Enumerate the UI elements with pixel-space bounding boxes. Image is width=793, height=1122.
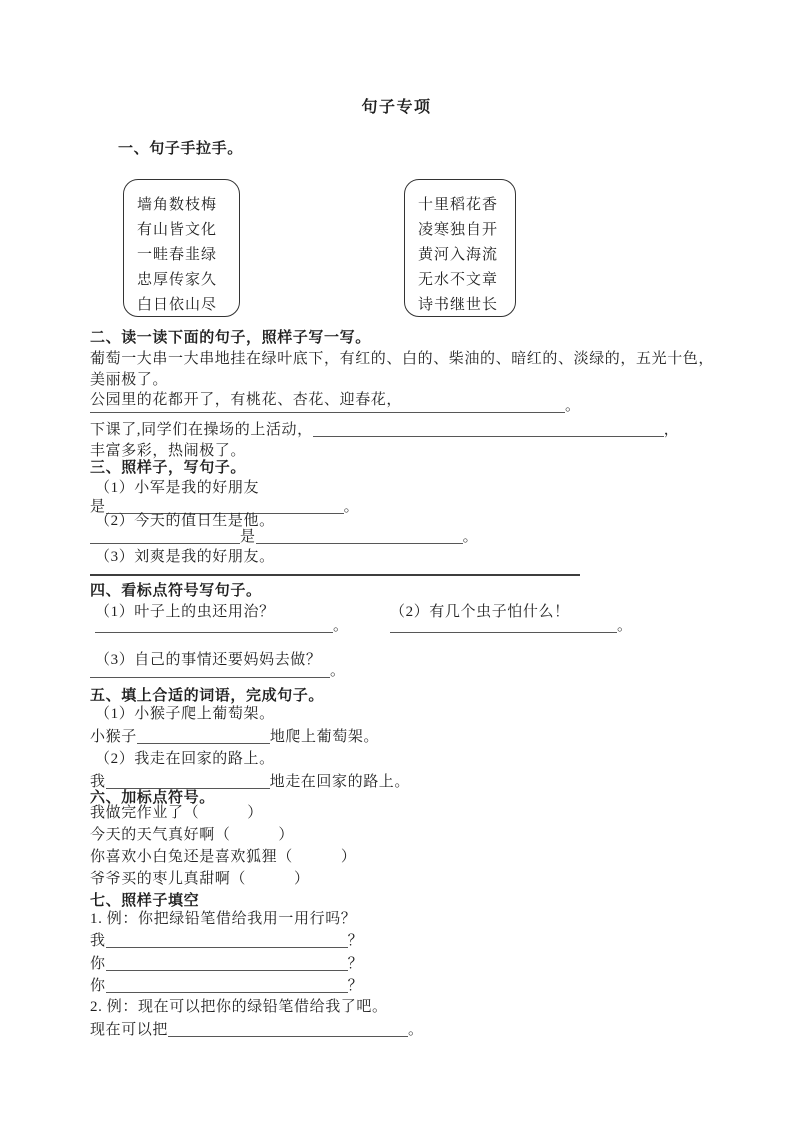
paren-open: （ — [277, 849, 293, 865]
punctuation: ？ — [347, 978, 364, 994]
punctuation: ？ — [347, 933, 364, 949]
answer-prefix: 我 — [90, 774, 106, 790]
sentence-text: 我做完作业了 — [90, 805, 184, 821]
question-sentence: （3）自己的事情还要妈妈去做？ — [95, 652, 322, 668]
answer-blank — [106, 932, 348, 948]
answer-line — [90, 1021, 424, 1039]
answer-blank — [95, 617, 333, 633]
question-sentence: （2）今天的值日生是他。 — [95, 513, 275, 529]
example-sentence: 葡萄一大串一大串地挂在绿叶底下，有红的、白的、柴油的、暗红的、淡绿的，五光十色， — [90, 351, 715, 367]
answer-line — [90, 528, 478, 546]
phrase-box-right — [404, 179, 516, 317]
phrase-box-left — [123, 179, 240, 317]
phrase-line: 忠厚传家久 — [137, 272, 218, 288]
answer-prefix: 你 — [90, 978, 106, 994]
punctuation: 。 — [343, 499, 360, 515]
punctuation: 。 — [565, 398, 581, 414]
answer-prefix: 现在可以把 — [90, 1022, 169, 1038]
punctuation: 。 — [617, 618, 633, 634]
paren-open: （ — [230, 871, 247, 887]
answer-blank — [90, 559, 580, 576]
answer-blank — [106, 955, 348, 971]
example-sentence: 1. 例：你把绿铅笔借给我用一用行吗？ — [90, 911, 357, 927]
question-sentence: （3）刘爽是我的好朋友。 — [95, 549, 275, 565]
answer-blank — [137, 728, 270, 744]
question-sentence: （1）小猴子爬上葡萄架。 — [95, 706, 275, 722]
punctuation: 。 — [330, 663, 346, 679]
section-3-heading: 三、照样子，写句子。 — [90, 460, 247, 476]
answer-blank — [90, 397, 565, 413]
phrase-line: 诗书继世长 — [418, 297, 499, 313]
answer-line — [90, 397, 581, 415]
paren-close: ） — [294, 871, 310, 887]
punctuation: 。 — [333, 618, 349, 634]
phrase-line: 十里稻花香 — [418, 197, 499, 213]
section-6-heading: 六、加标点符号。 — [90, 790, 215, 806]
question-sentence: （2）有几个虫子怕什么！ — [390, 604, 570, 620]
punctuation-exercise-row — [90, 849, 356, 866]
answer-line — [90, 955, 363, 973]
answer-blank — [390, 617, 617, 633]
punctuation: ？ — [347, 956, 364, 972]
sentence-text: 今天的天气真好啊 — [90, 827, 215, 843]
answer-blank — [90, 528, 240, 544]
answer-blank — [256, 528, 463, 544]
paren-close: ） — [247, 805, 263, 821]
sentence-lead: 下课了,同学们在操场的上活动， — [90, 422, 313, 438]
phrase-line: 无水不文章 — [418, 272, 499, 288]
punctuation-exercise-row — [90, 805, 263, 822]
answer-blank — [106, 498, 344, 514]
question-with-blank — [90, 421, 679, 439]
answer-blank — [106, 977, 348, 993]
punctuation-exercise-row — [90, 871, 310, 888]
page-title: 句子专项 — [361, 99, 432, 116]
example-sentence: 美丽极了。 — [90, 372, 169, 388]
answer-blank — [106, 773, 270, 789]
answer-line — [95, 617, 349, 635]
question-sentence: 公园里的花都开了，有桃花、杏花、迎春花， — [90, 392, 403, 408]
section-4-heading: 四、看标点符号写句子。 — [90, 583, 262, 599]
section-2-heading: 二、读一读下面的句子，照样子写一写。 — [90, 330, 371, 346]
sentence-tail: 丰富多彩，热闹极了。 — [90, 443, 247, 459]
punctuation: ， — [663, 422, 680, 438]
section-5-heading: 五、填上合适的词语，完成句子。 — [90, 688, 325, 704]
phrase-line: 有山皆文化 — [137, 222, 218, 238]
answer-line — [90, 662, 346, 680]
punctuation: 。 — [408, 1022, 424, 1038]
answer-line — [390, 617, 633, 635]
sentence-text: 爷爷买的枣儿真甜啊 — [90, 871, 231, 887]
answer-line — [90, 773, 410, 791]
answer-line — [90, 977, 363, 995]
paren-close: ） — [340, 849, 357, 865]
example-sentence: 2. 例：现在可以把你的绿铅笔借给我了吧。 — [90, 999, 388, 1015]
sentence-text: 你喜欢小白兔还是喜欢狐狸 — [90, 849, 278, 865]
question-sentence: （1）叶子上的虫还用治？ — [95, 604, 275, 620]
answer-line — [90, 728, 379, 746]
answer-prefix: 你 — [90, 956, 106, 972]
section-7-heading: 七、照样子填空 — [90, 893, 200, 909]
phrase-line: 墙角数枝梅 — [137, 197, 218, 213]
question-sentence: （2）我走在回家的路上。 — [95, 751, 275, 767]
answer-blank — [313, 421, 664, 437]
answer-prefix: 小猴子 — [90, 729, 137, 745]
paren-open: （ — [214, 827, 231, 843]
answer-prefix: 我 — [90, 933, 106, 949]
answer-mid: 是 — [240, 529, 256, 545]
answer-blank — [90, 662, 330, 678]
question-sentence: （1）小军是我的好朋友 — [95, 480, 260, 496]
answer-prefix: 是 — [90, 499, 106, 515]
phrase-line: 凌寒独自开 — [418, 222, 499, 238]
punctuation-exercise-row — [90, 827, 294, 844]
punctuation: 。 — [462, 529, 479, 545]
answer-line — [90, 559, 580, 578]
answer-tail: 地爬上葡萄架。 — [269, 729, 380, 745]
paren-open: （ — [183, 805, 200, 821]
phrase-line: 一畦春韭绿 — [137, 247, 218, 263]
phrase-line: 黄河入海流 — [418, 247, 499, 263]
phrase-line: 白日依山尽 — [137, 297, 218, 313]
answer-line — [90, 932, 363, 950]
answer-blank — [168, 1021, 408, 1037]
section-1-heading: 一、句子手拉手。 — [118, 141, 243, 157]
paren-close: ） — [278, 827, 295, 843]
answer-tail: 地走在回家的路上。 — [269, 774, 411, 790]
